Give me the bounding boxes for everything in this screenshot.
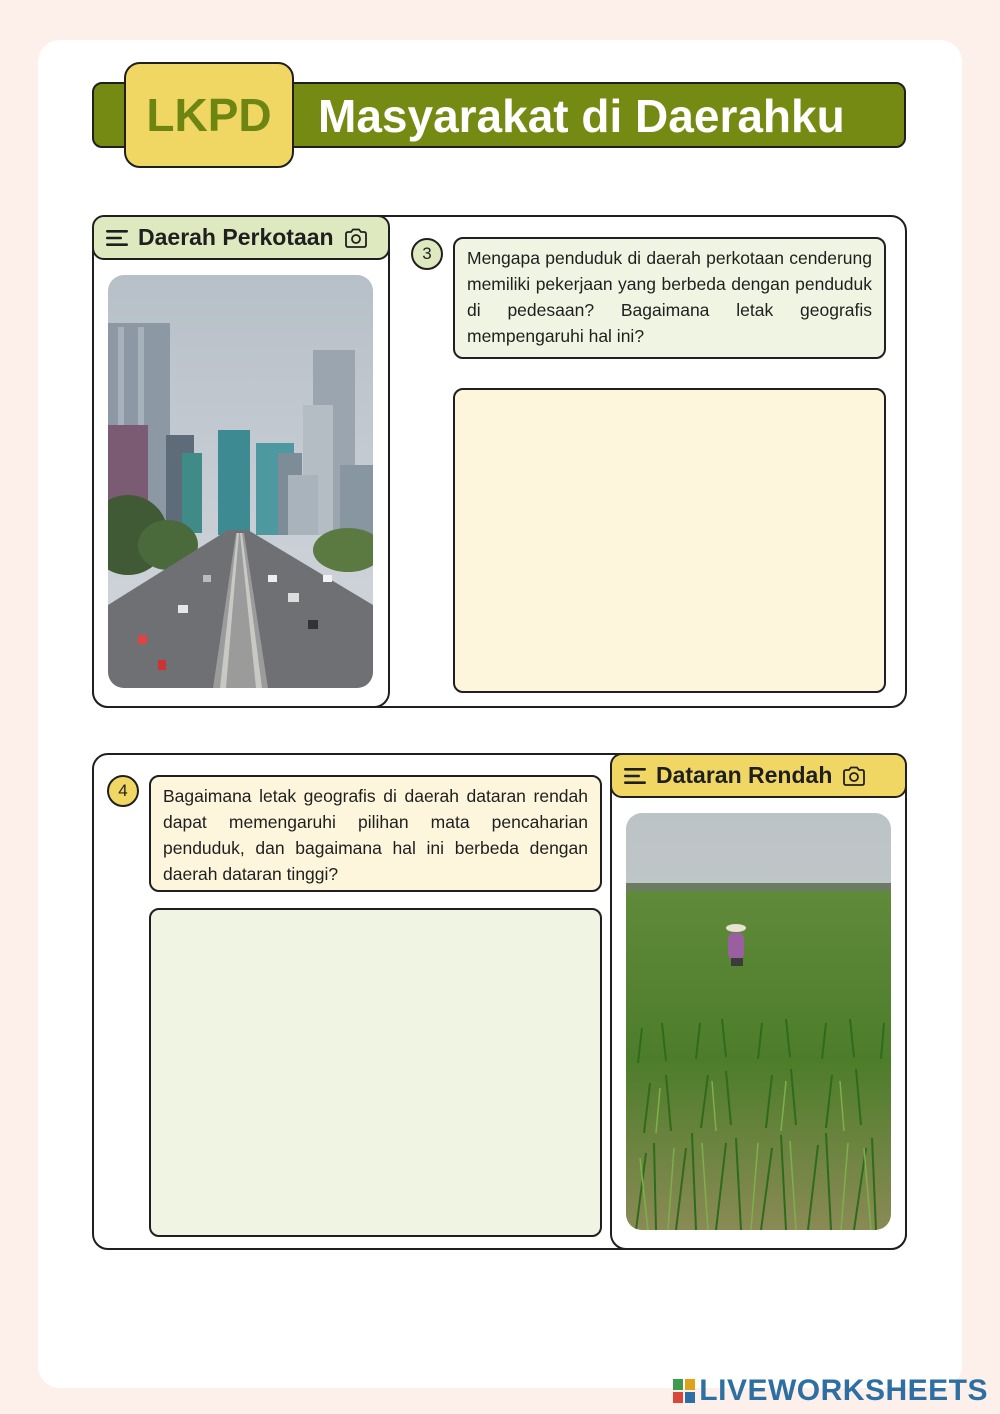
lowland-label-tab xyxy=(610,753,907,798)
city-photo xyxy=(108,275,373,688)
question-3-text: Mengapa penduduk di daerah perkotaan cenderung memiliki pekerjaan yang berbeda dengan penduduk di pedesaan? Bagaimana letak geografis mempengaruhi hal ini? xyxy=(453,237,886,359)
lkpd-badge-text: LKPD xyxy=(146,89,272,141)
camera-icon xyxy=(344,228,368,248)
urban-label: Daerah Perkotaan xyxy=(138,224,334,250)
watermark-text: LIVEWORKSHEETS xyxy=(699,1374,988,1407)
page-title: Masyarakat di Daerahku xyxy=(318,90,845,142)
question-4-text: Bagaimana letak geografis di daerah dataran rendah dapat memengaruhi pilihan mata pencaharian penduduk, dan bagaimana hal ini berbeda dengan daerah dataran tinggi? xyxy=(149,775,602,892)
rice-field-photo xyxy=(626,813,891,1230)
question-3-answer-box[interactable] xyxy=(453,388,886,693)
question-4-answer-box[interactable] xyxy=(149,908,602,1237)
lkpd-badge xyxy=(124,62,294,168)
question-4-number: 4 xyxy=(107,775,139,807)
menu-icon xyxy=(106,229,128,247)
liveworksheets-logo-icon xyxy=(673,1379,695,1403)
lowland-label: Dataran Rendah xyxy=(656,762,833,788)
question-3-number: 3 xyxy=(411,238,443,270)
camera-icon xyxy=(842,766,866,786)
menu-icon xyxy=(624,767,646,785)
liveworksheets-watermark xyxy=(673,1374,988,1408)
urban-label-tab xyxy=(92,215,390,260)
